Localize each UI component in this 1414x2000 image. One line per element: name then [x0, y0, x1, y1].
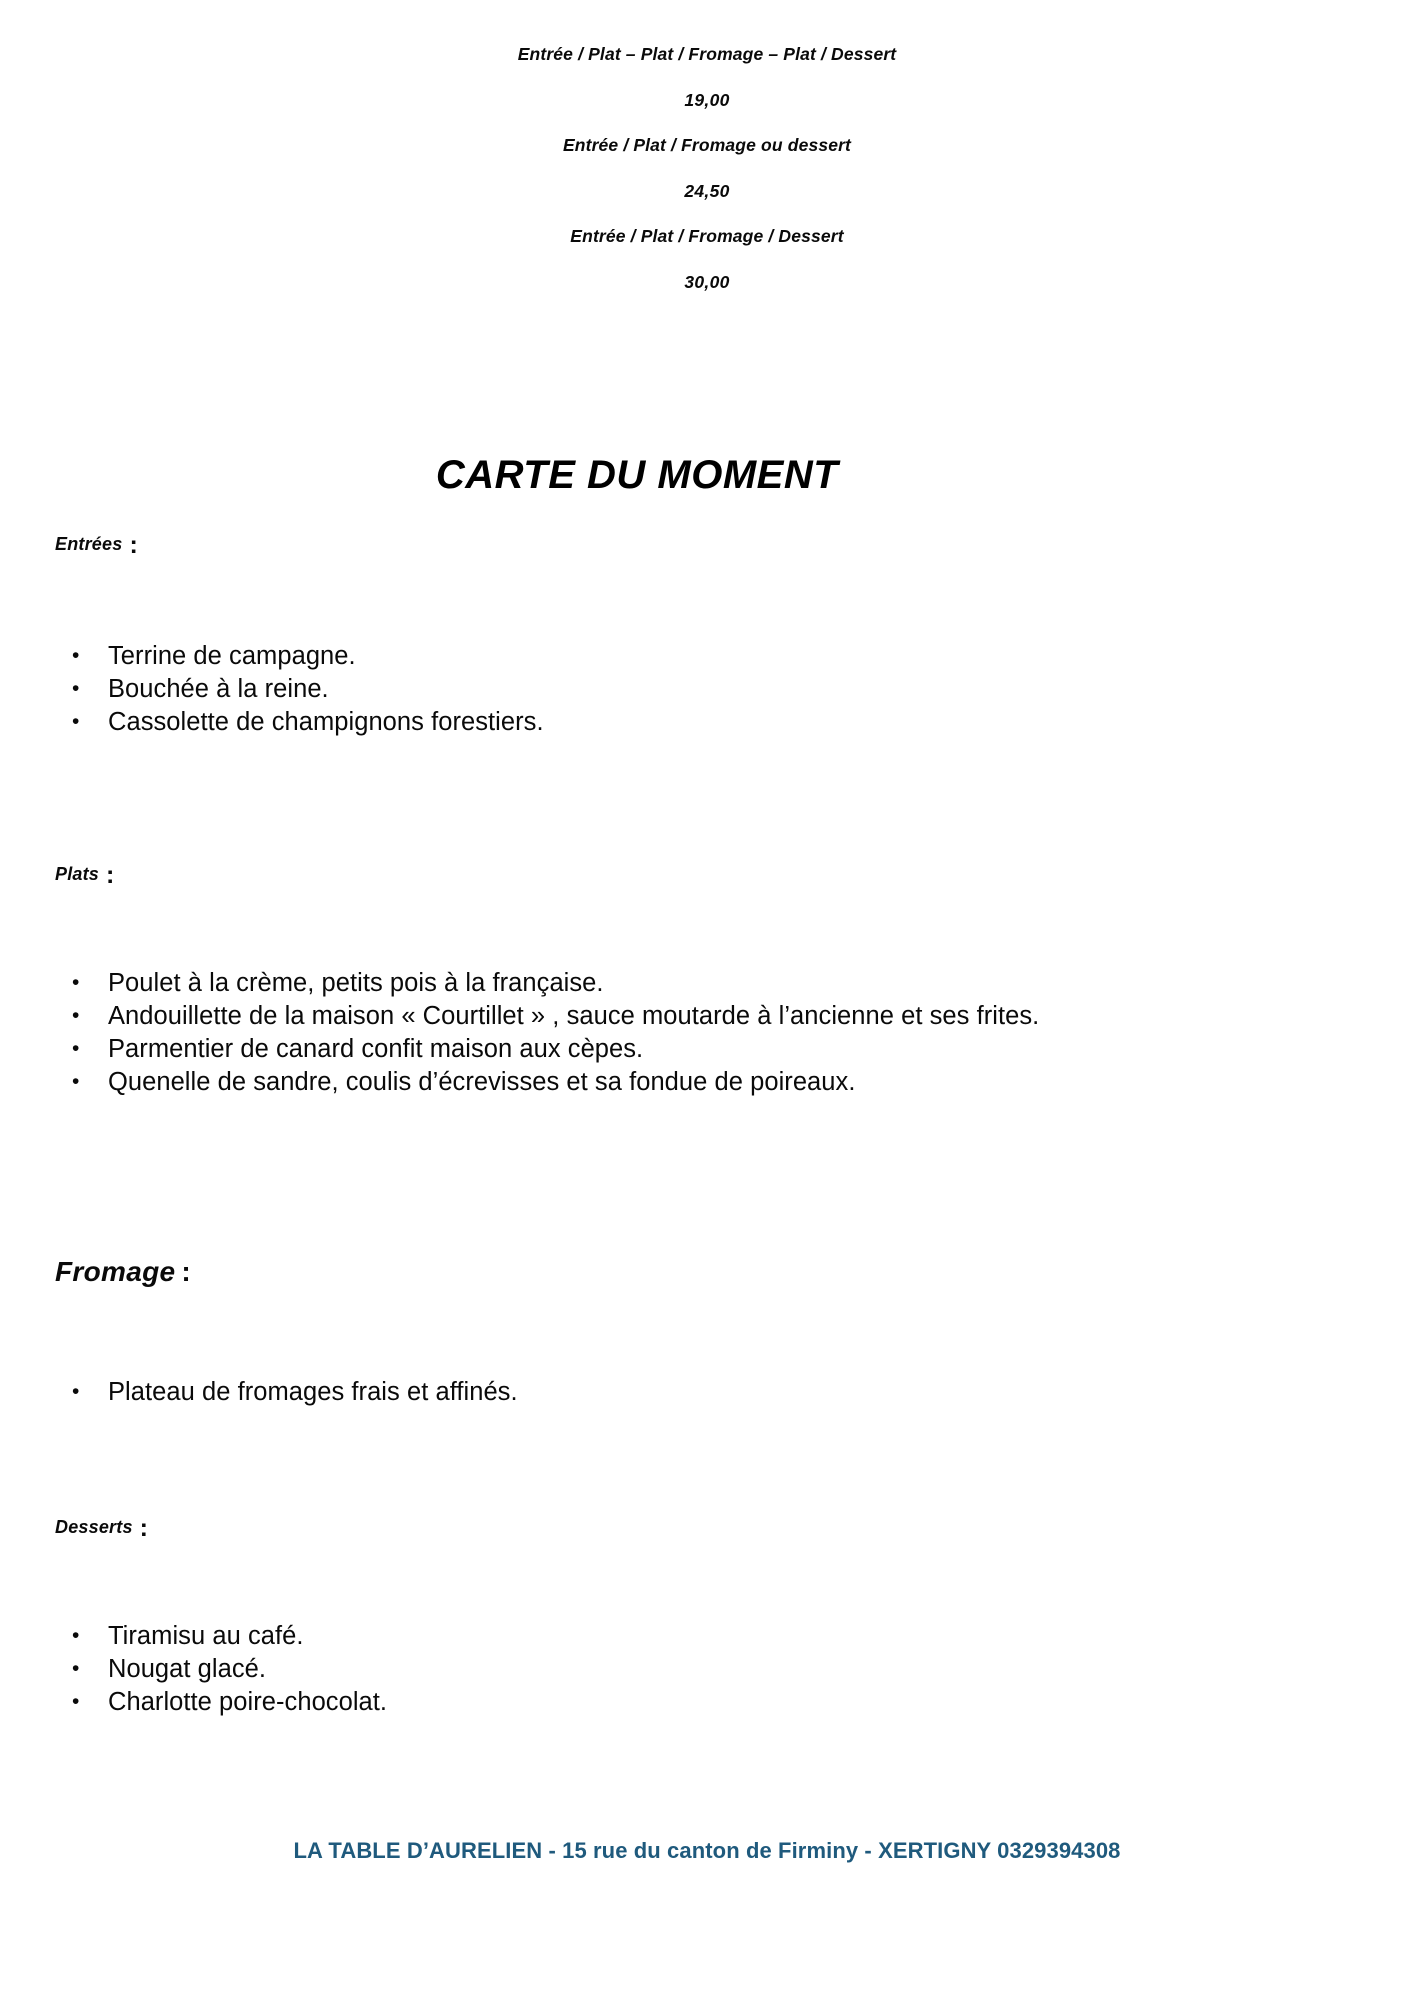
list-item: • Plateau de fromages frais et affinés. [70, 1376, 1330, 1409]
list-item: • Charlotte poire-chocolat. [70, 1686, 1330, 1719]
formule-label-1: Entrée / Plat – Plat / Fromage – Plat / Dessert [517, 44, 897, 64]
section-heading-fromage-colon: : [181, 1256, 191, 1287]
list-item: • Parmentier de canard confit maison aux cèpes. [70, 1033, 1330, 1066]
dish-list-entrees [0, 640, 1330, 739]
list-item: • Andouillette de la maison « Courtillet » , sauce moutarde à l’ancienne et ses frites. [70, 1000, 1330, 1033]
section-heading-desserts [55, 1513, 149, 1542]
section-heading-plats-colon: : [106, 861, 115, 889]
dish-list-desserts [0, 1620, 1330, 1719]
section-heading-plats [55, 860, 115, 889]
section-heading-entrees [55, 530, 138, 559]
list-item: • Cassolette de champignons forestiers. [70, 706, 1330, 739]
formule-price-1: 19,00 [684, 89, 730, 110]
list-item: • Quenelle de sandre, coulis d’écrevisses et sa fondue de poireaux. [70, 1066, 1330, 1099]
formule-label-3: Entrée / Plat / Fromage / Dessert [570, 226, 844, 246]
formule-price-2: 24,50 [684, 180, 730, 201]
list-item: • Bouchée à la reine. [70, 673, 1330, 706]
section-heading-desserts-colon: : [139, 1514, 149, 1542]
list-item: • Poulet à la crème, petits pois à la française. [70, 967, 1330, 1000]
section-heading-entrees-label: Entrées [55, 534, 123, 554]
dish-list-fromage [0, 1376, 1330, 1409]
section-heading-fromage-label: Fromage [55, 1256, 176, 1287]
list-item: • Terrine de campagne. [70, 640, 1330, 673]
page-title: CARTE DU MOMENT [435, 453, 839, 497]
dish-list-plats [0, 967, 1330, 1099]
formules-block [0, 46, 1414, 291]
footer-contact: LA TABLE D’AURELIEN - 15 rue du canton de Firminy - XERTIGNY 0329394308 [293, 1838, 1121, 1863]
section-heading-fromage [55, 1258, 191, 1286]
section-heading-desserts-label: Desserts [55, 1517, 133, 1537]
section-heading-plats-label: Plats [55, 864, 100, 884]
section-heading-entrees-colon: : [129, 531, 138, 559]
formule-price-3: 30,00 [684, 271, 730, 292]
list-item: • Nougat glacé. [70, 1653, 1330, 1686]
formule-label-2: Entrée / Plat / Fromage ou dessert [562, 135, 852, 155]
list-item: • Tiramisu au café. [70, 1620, 1330, 1653]
